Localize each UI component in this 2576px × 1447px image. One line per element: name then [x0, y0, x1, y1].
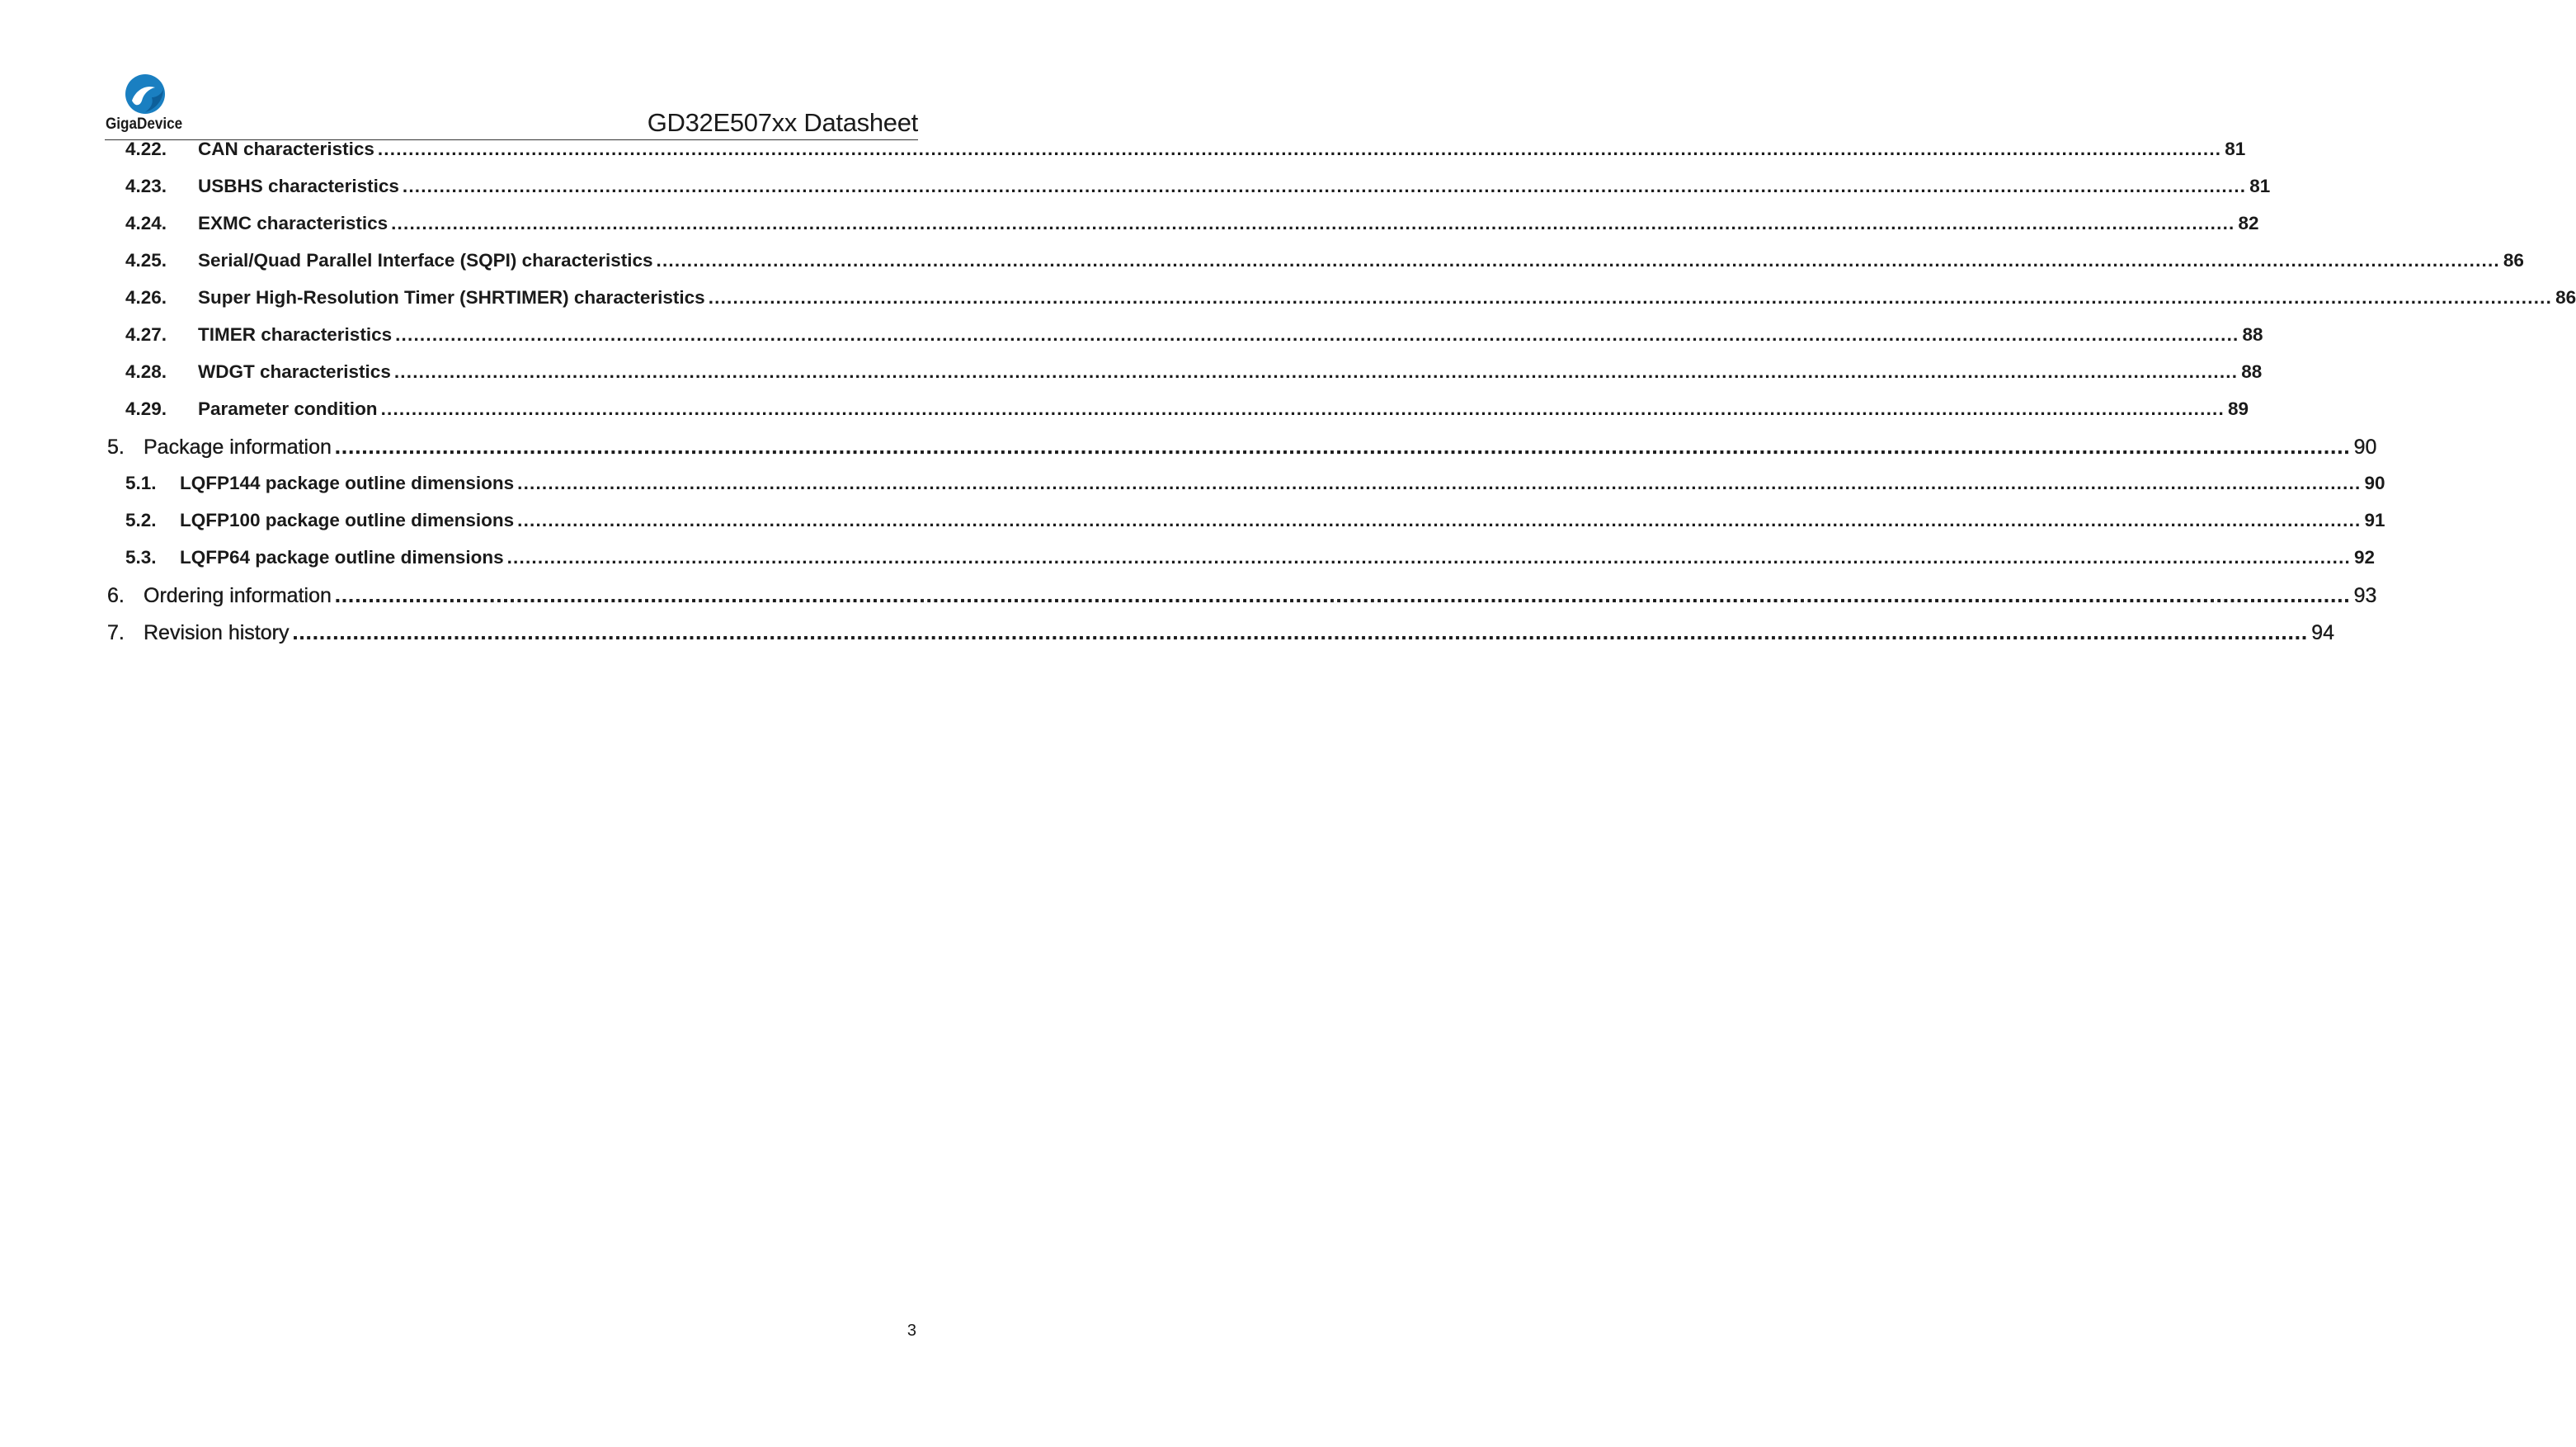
toc-entry-title: Serial/Quad Parallel Interface (SQPI) characteristics	[198, 250, 653, 271]
toc-entry-number: 7.	[107, 621, 125, 644]
toc-dot-leader: ............................................................................................................................................................................................................................................................................................................	[517, 473, 2362, 493]
toc-dot-leader: ............................................................................................................................................................................................................................................................................................................	[393, 361, 2239, 382]
toc-dot-leader: ............................................................................................................................................................................................................................................................................................................	[334, 584, 2351, 607]
toc-entry-page: 86	[2555, 287, 2576, 308]
toc-entry-number: 4.29.	[125, 398, 167, 419]
toc-dot-leader: ............................................................................................................................................................................................................................................................................................................	[292, 621, 2309, 644]
logo-text: GigaDevice	[106, 115, 183, 133]
toc-entry-title: Ordering information	[144, 584, 332, 607]
page-number: 3	[907, 1322, 916, 1340]
toc-entry-title: LQFP64 package outline dimensions	[180, 547, 504, 568]
toc-entry-page: 94	[2311, 621, 2335, 644]
toc-entry-number: 4.24.	[125, 213, 167, 233]
toc-entry-number: 4.27.	[125, 324, 167, 345]
toc-entry[interactable]	[107, 584, 2377, 621]
toc-entry[interactable]	[125, 287, 2576, 324]
toc-entry-title: Super High-Resolution Timer (SHRTIMER) characteristics	[198, 287, 705, 308]
toc-entry-title: TIMER characteristics	[198, 324, 393, 345]
toc-entry-number: 4.28.	[125, 361, 167, 382]
toc-entry-number: 6.	[107, 584, 125, 607]
toc-entry-page: 86	[2503, 250, 2524, 271]
toc-entry-number: 4.22.	[125, 139, 167, 159]
toc-dot-leader: ............................................................................................................................................................................................................................................................................................................	[377, 139, 2222, 159]
toc-entry-title: LQFP144 package outline dimensions	[180, 473, 515, 493]
toc-entry-title: EXMC characteristics	[198, 213, 389, 233]
toc-entry-title: USBHS characteristics	[198, 176, 399, 196]
toc-entry[interactable]	[125, 473, 2385, 510]
toc-entry[interactable]	[125, 176, 2271, 213]
toc-entry-number: 4.25.	[125, 250, 167, 271]
toc-entry-title: Parameter condition	[198, 398, 378, 419]
document-title: GD32E507xx Datasheet	[647, 108, 918, 137]
toc-entry-number: 5.3.	[125, 547, 157, 568]
company-logo	[106, 73, 196, 135]
toc-entry[interactable]	[107, 621, 2335, 658]
toc-entry-number: 5.2.	[125, 510, 157, 530]
toc-entry-title: WDGT characteristics	[198, 361, 391, 382]
toc-entry[interactable]	[125, 324, 2263, 361]
toc-entry-title: Revision history	[144, 621, 290, 644]
toc-dot-leader: ............................................................................................................................................................................................................................................................................................................	[506, 547, 2351, 568]
toc-entry-page: 90	[2364, 473, 2385, 493]
toc-entry-page: 88	[2241, 361, 2263, 382]
toc-entry-number: 4.23.	[125, 176, 167, 196]
toc-dot-leader: ............................................................................................................................................................................................................................................................................................................	[656, 250, 2500, 271]
toc-entry[interactable]	[125, 213, 2259, 250]
toc-entry-page: 89	[2227, 398, 2249, 419]
toc-entry-page: 92	[2353, 547, 2376, 568]
toc-dot-leader: ............................................................................................................................................................................................................................................................................................................	[380, 398, 2225, 419]
gigadevice-logo-icon	[124, 73, 167, 115]
toc-entry-number: 5.1.	[125, 473, 157, 493]
toc-entry-page: 81	[2225, 139, 2246, 159]
toc-entry-number: 4.26.	[125, 287, 167, 308]
toc-entry-page: 91	[2364, 510, 2385, 530]
toc-dot-leader: ............................................................................................................................................................................................................................................................................................................	[708, 287, 2553, 308]
toc-entry[interactable]	[107, 436, 2377, 473]
toc-entry-page: 81	[2249, 176, 2271, 196]
toc-dot-leader: ............................................................................................................................................................................................................................................................................................................	[391, 213, 2235, 233]
toc-entry[interactable]	[125, 139, 2246, 176]
toc-entry-page: 82	[2238, 213, 2259, 233]
toc-entry[interactable]	[125, 398, 2249, 436]
toc-entry-number: 5.	[107, 436, 125, 459]
toc-entry[interactable]	[125, 361, 2263, 398]
toc-entry[interactable]	[125, 250, 2524, 287]
toc-dot-leader: ............................................................................................................................................................................................................................................................................................................	[402, 176, 2247, 196]
toc-entry[interactable]	[125, 510, 2385, 547]
toc-entry-title: LQFP100 package outline dimensions	[180, 510, 515, 530]
toc-dot-leader: ............................................................................................................................................................................................................................................................................................................	[334, 436, 2351, 459]
toc-entry-title: Package information	[144, 436, 332, 459]
toc-entry-page: 88	[2242, 324, 2263, 345]
toc-dot-leader: ............................................................................................................................................................................................................................................................................................................	[395, 324, 2239, 345]
toc-entry[interactable]	[125, 547, 2376, 584]
toc-entry-page: 93	[2353, 584, 2377, 607]
toc-entry-title: CAN characteristics	[198, 139, 374, 159]
toc-dot-leader: ............................................................................................................................................................................................................................................................................................................	[517, 510, 2362, 530]
toc-entry-page: 90	[2353, 436, 2377, 459]
